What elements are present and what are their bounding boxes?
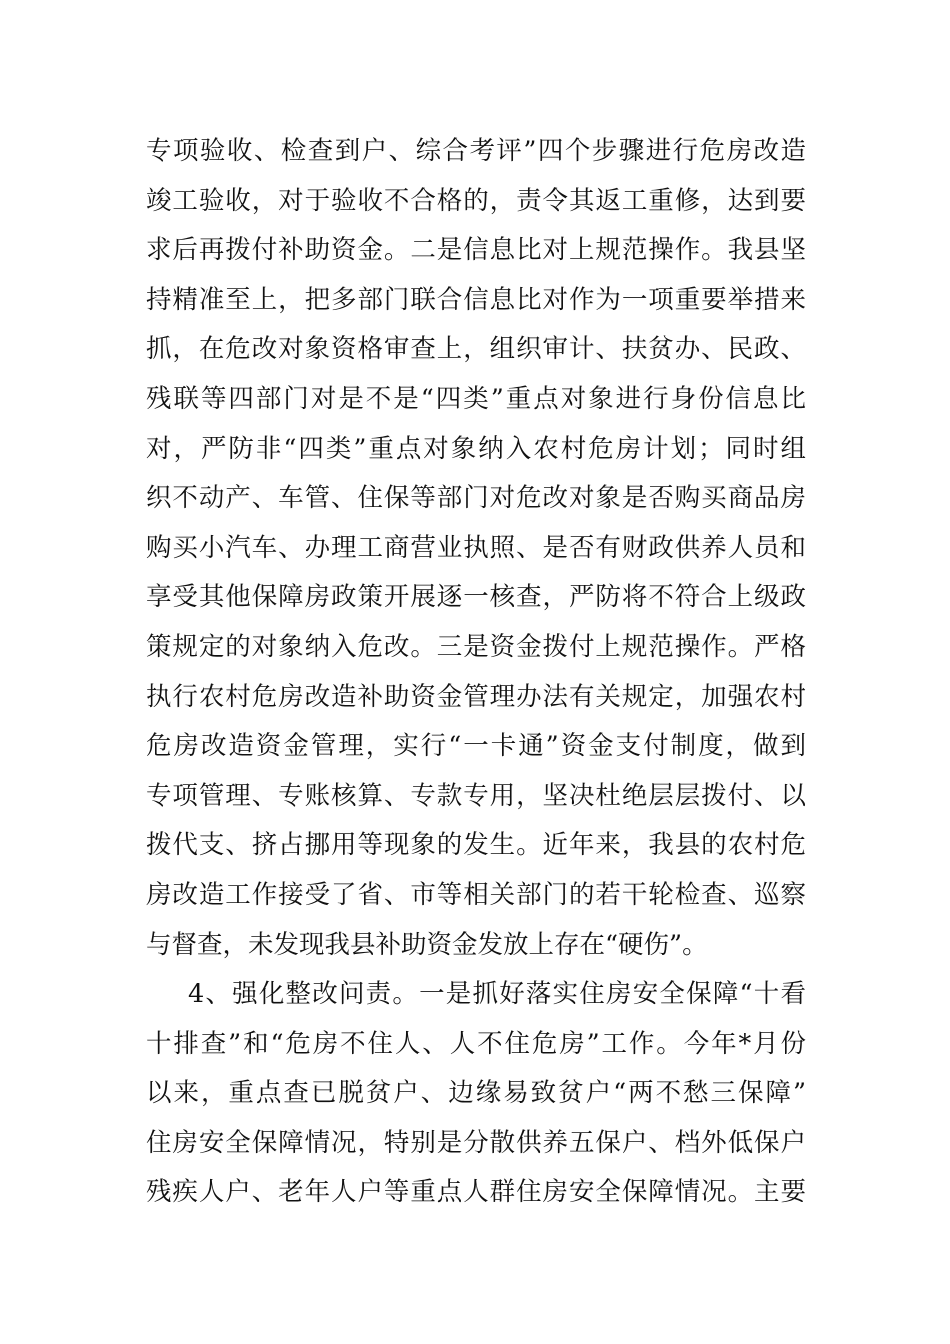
text-line: 享受其他保障房政策开展逐一核查，严防将不符合上级政 [146,582,806,613]
text-line: 以来，重点查已脱贫户、边缘易致贫户“两不愁三保障” [146,1078,806,1109]
section-heading-line: 4、强化整改问责。一是抓好落实住房安全保障“十看 [188,979,806,1010]
text-line: 策规定的对象纳入危改。三是资金拨付上规范操作。严格 [146,631,806,662]
text-line: 房改造工作接受了省、市等相关部门的若干轮检查、巡察 [146,879,806,910]
text-line: 住房安全保障情况，特别是分散供养五保户、档外低保户 [146,1127,806,1158]
text-line: 残联等四部门对是不是“四类”重点对象进行身份信息比 [146,383,806,414]
text-line: 十排查”和“危房不住人、人不住危房”工作。今年*月份 [146,1028,806,1059]
text-line: 持精准至上，把多部门联合信息比对作为一项重要举措来 [146,284,806,315]
text-line: 危房改造资金管理，实行“一卡通”资金支付制度，做到 [146,731,806,762]
text-line: 与督查，未发现我县补助资金发放上存在“硬伤”。 [146,929,708,960]
text-line: 执行农村危房改造补助资金管理办法有关规定，加强农村 [146,681,806,712]
text-line: 求后再拨付补助资金。二是信息比对上规范操作。我县坚 [146,235,806,266]
text-line: 竣工验收，对于验收不合格的，责令其返工重修，达到要 [146,185,806,216]
text-line: 织不动产、车管、住保等部门对危改对象是否购买商品房 [146,483,806,514]
text-line: 购买小汽车、办理工商营业执照、是否有财政供养人员和 [146,532,806,563]
text-line: 残疾人户、老年人户等重点人群住房安全保障情况。主要 [146,1177,806,1208]
document-body [146,127,806,1218]
text-line: 拨代支、挤占挪用等现象的发生。近年来，我县的农村危 [146,830,806,861]
text-line: 抓，在危改对象资格审查上，组织审计、扶贫办、民政、 [146,334,806,365]
text-line: 专项管理、专账核算、专款专用，坚决杜绝层层拨付、以 [146,780,806,811]
text-line: 专项验收、检查到户、综合考评”四个步骤进行危房改造 [146,136,806,166]
text-line: 对，严防非“四类”重点对象纳入农村危房计划；同时组 [146,433,806,464]
